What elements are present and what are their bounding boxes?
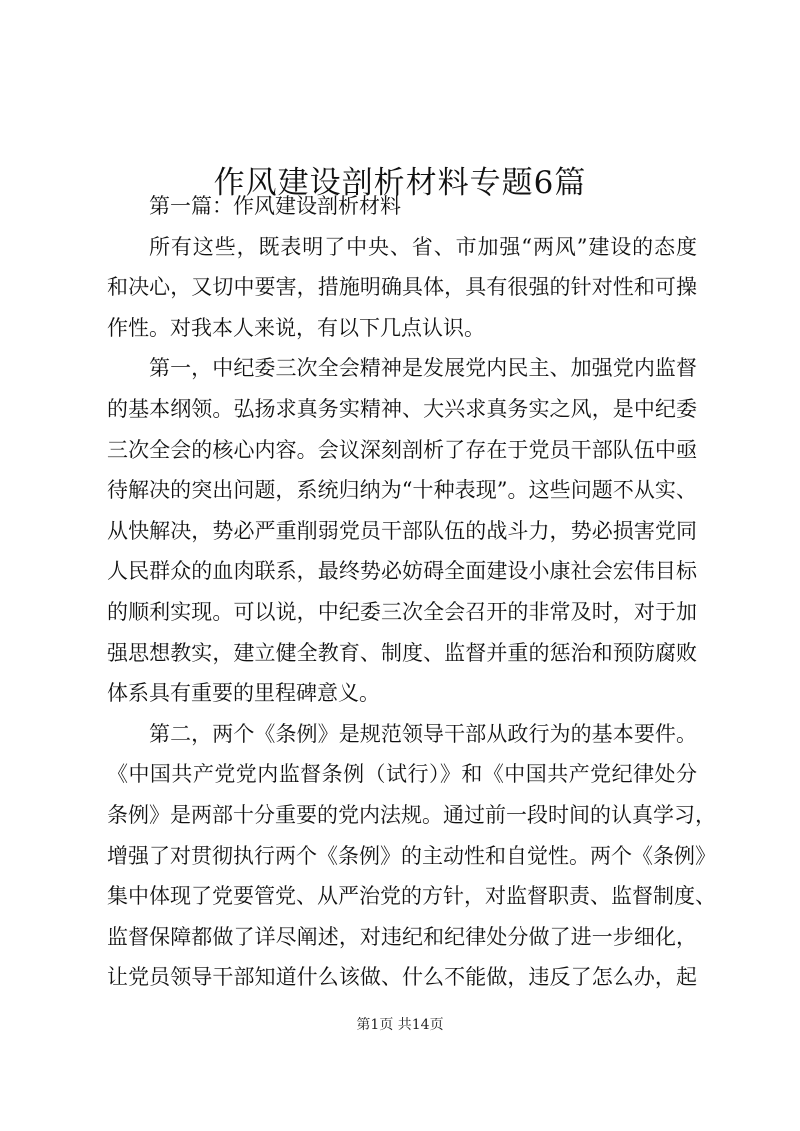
- section-heading: 第一篇：作风建设剖析材料: [149, 194, 401, 218]
- paragraph-line: 体系具有重要的里程碑意义。: [107, 681, 380, 706]
- paragraph-line: 第二，两个《条例》是规范领导干部从政行为的基本要件。: [149, 721, 697, 746]
- paragraph-line: 增强了对贯彻执行两个《条例》的主动性和自觉性。两个《条例》: [107, 843, 716, 868]
- paragraph-line: 所有这些，既表明了中央、省、市加强“两风”建设的态度: [149, 234, 697, 259]
- paragraph-line: 强思想教实，建立健全教育、制度、监督并重的惩治和预防腐败: [107, 640, 697, 665]
- paragraph-line: 《中国共产党党内监督条例（试行）》和《中国共产党纪律处分: [107, 762, 697, 787]
- paragraph-line: 监督保障都做了详尽阐述，对违纪和纪律处分做了进一步细化，: [107, 924, 697, 949]
- document-body: [107, 186, 716, 998]
- paragraph-line: 让党员领导干部知道什么该做、什么不能做，违反了怎么办，起: [107, 965, 697, 990]
- paragraph-line: 三次全会的核心内容。会议深刻剖析了存在于党员干部队伍中亟: [107, 437, 697, 462]
- paragraph-line: 的基本纲领。弘扬求真务实精神、大兴求真务实之风，是中纪委: [107, 396, 697, 421]
- paragraph-line: 第一，中纪委三次全会精神是发展党内民主、加强党内监督: [149, 356, 697, 381]
- paragraph-line: 集中体现了党要管党、从严治党的方针，对监督职责、监督制度、: [107, 884, 716, 909]
- paragraph-line: 作性。对我本人来说，有以下几点认识。: [107, 315, 485, 340]
- page-footer: 第1页 共14页: [356, 1017, 444, 1033]
- paragraph-line: 人民群众的血肉联系，最终势必妨碍全面建设小康社会宏伟目标: [107, 559, 697, 584]
- paragraph-line: 的顺利实现。可以说，中纪委三次全会召开的非常及时，对于加: [107, 599, 697, 624]
- document-title: 作风建设剖析材料专题6篇: [213, 164, 587, 201]
- paragraph-line: 待解决的突出问题，系统归纳为“十种表现”。这些问题不从实、: [107, 478, 697, 503]
- paragraph-line: 条例》是两部十分重要的党内法规。通过前一段时间的认真学习，: [107, 802, 716, 827]
- paragraph-line: 和决心，又切中要害，措施明确具体，具有很强的针对性和可操: [107, 275, 697, 300]
- paragraph-line: 从快解决，势必严重削弱党员干部队伍的战斗力，势必损害党同: [107, 518, 697, 543]
